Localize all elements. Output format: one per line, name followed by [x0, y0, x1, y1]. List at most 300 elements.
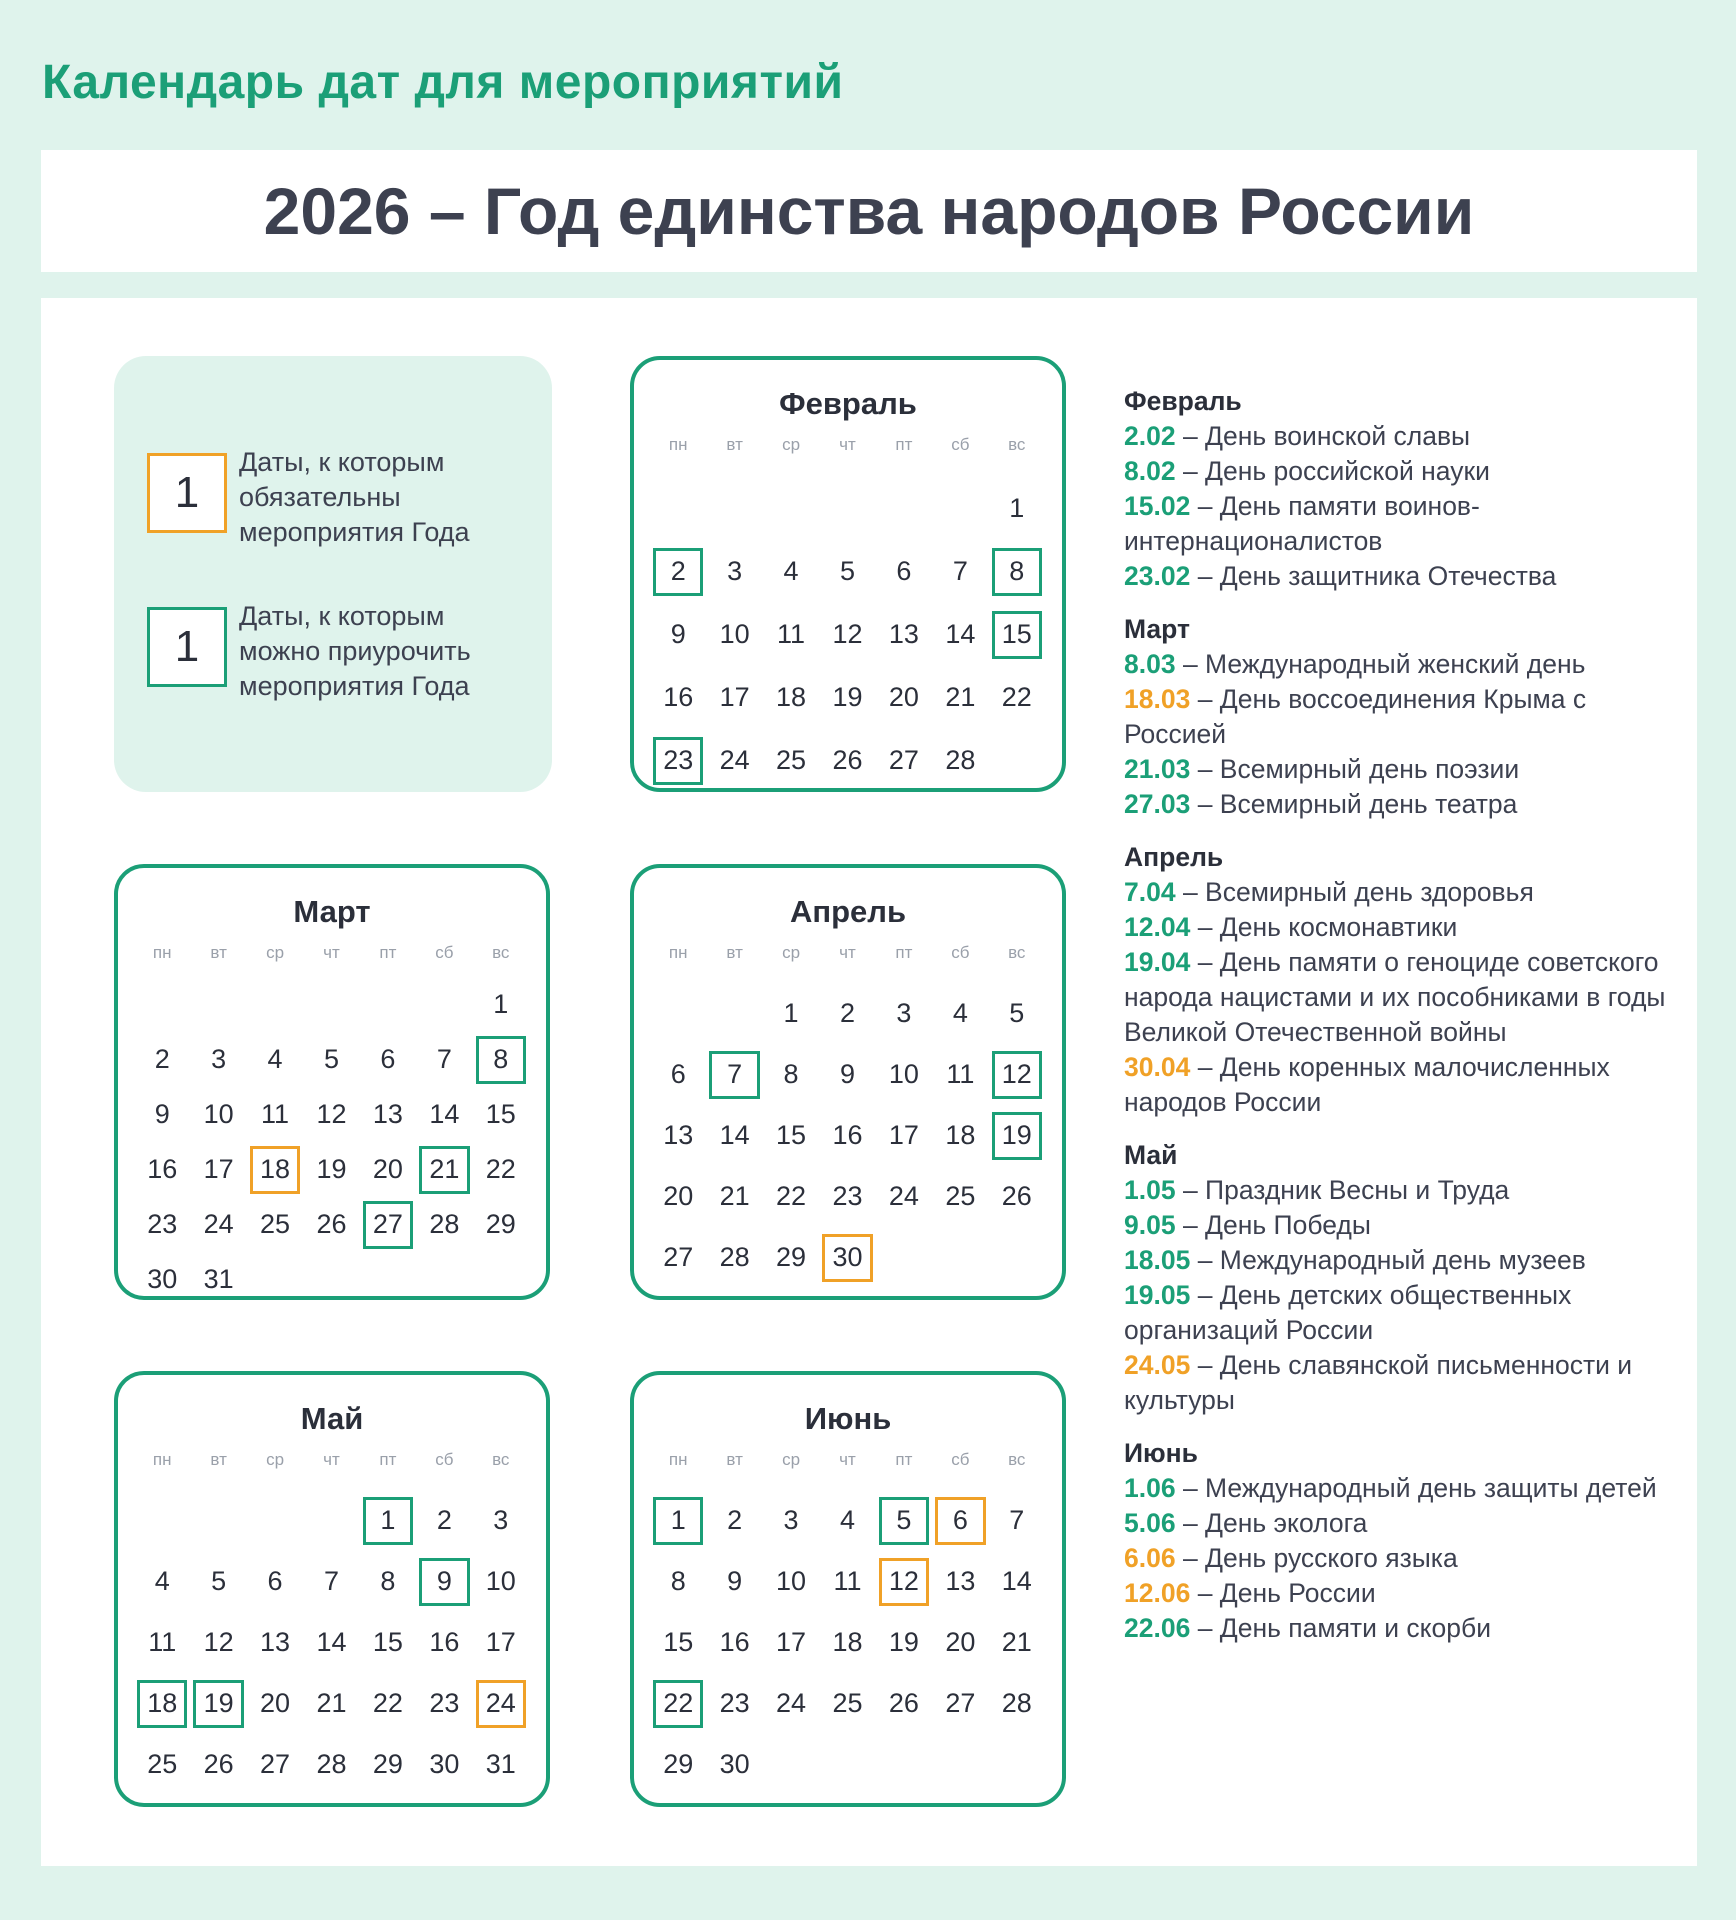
- weekday-label: пт: [895, 435, 913, 454]
- event-date: 18.05: [1124, 1245, 1191, 1275]
- weekday-label: вт: [726, 435, 743, 454]
- event-description: – День российской науки: [1175, 456, 1490, 486]
- events-list: [1124, 384, 1684, 1646]
- event-item: [1124, 682, 1684, 752]
- day-cell: 18: [832, 1627, 863, 1657]
- day-cell: 22: [372, 1688, 403, 1718]
- event-description: – День эколога: [1175, 1508, 1368, 1538]
- day-cell: 22: [776, 1181, 807, 1211]
- day-cell: 8: [670, 1566, 686, 1596]
- legend-optional: [147, 601, 509, 704]
- day-cell: 5: [839, 556, 855, 586]
- day-cell: 29: [776, 1242, 807, 1272]
- day-cell: 26: [203, 1749, 234, 1779]
- day-cell: 18: [776, 682, 807, 712]
- event-month-heading: Март: [1124, 614, 1190, 644]
- event-date: 21.03: [1124, 754, 1191, 784]
- day-cell: 28: [429, 1209, 460, 1239]
- day-cell: 31: [485, 1749, 516, 1779]
- event-date: 22.06: [1124, 1613, 1191, 1643]
- day-cell: 30: [429, 1749, 460, 1779]
- day-cell: 19: [316, 1154, 347, 1184]
- day-cell: 13: [663, 1120, 694, 1150]
- event-description: – День коренных малочисленных народов России: [1124, 1052, 1610, 1117]
- day-cell: 6: [267, 1566, 283, 1596]
- day-cell: 26: [1001, 1181, 1032, 1211]
- event-item: [1124, 1278, 1684, 1348]
- weekday-label: вт: [210, 1450, 227, 1469]
- day-cell: 15: [776, 1120, 807, 1150]
- weekday-label: вс: [492, 943, 510, 962]
- calendar-grid: [650, 940, 1045, 1288]
- legend-mandatory-text: Даты, к которым обязательны мероприятия Года: [239, 447, 470, 547]
- event-description: – Всемирный день здоровья: [1175, 877, 1534, 907]
- day-cell: 17: [719, 682, 750, 712]
- event-item: [1124, 454, 1684, 489]
- day-cell: 28: [945, 745, 976, 775]
- event-date: 7.04: [1124, 877, 1176, 907]
- day-cell: 19: [888, 1627, 919, 1657]
- day-cell: 16: [719, 1627, 750, 1657]
- event-item: [1124, 1471, 1684, 1506]
- day-cell: 27: [360, 1197, 416, 1252]
- empty-cell: [932, 477, 988, 540]
- calendar-april: [630, 864, 1066, 1300]
- weekday-label: сб: [951, 435, 970, 454]
- day-cell: 29: [372, 1749, 403, 1779]
- day-cell: 27: [888, 745, 919, 775]
- day-cell: 10: [776, 1566, 807, 1596]
- empty-cell: [876, 477, 932, 540]
- day-cell: 19: [989, 1105, 1045, 1166]
- day-cell: 21: [1001, 1627, 1032, 1657]
- day-cell: 16: [147, 1154, 178, 1184]
- event-date: 19.04: [1124, 947, 1191, 977]
- day-cell: 12: [203, 1627, 234, 1657]
- day-cell: 7: [436, 1044, 452, 1074]
- weekday-label: пт: [895, 943, 913, 962]
- day-cell: 7: [706, 1044, 762, 1105]
- legend-mandatory: [147, 447, 509, 550]
- year-banner: [41, 150, 1697, 272]
- event-date: 5.06: [1124, 1508, 1176, 1538]
- day-cell: 21: [945, 682, 976, 712]
- weekday-label: вс: [492, 1450, 510, 1469]
- weekday-label: чт: [839, 1450, 856, 1469]
- event-item: [1124, 1208, 1684, 1243]
- day-cell: 5: [211, 1566, 227, 1596]
- empty-cell: [134, 1490, 190, 1551]
- day-cell: 20: [663, 1181, 694, 1211]
- weekday-label: чт: [839, 435, 856, 454]
- event-item: [1124, 945, 1684, 1050]
- event-description: – День воинской славы: [1175, 421, 1471, 451]
- banner-title: 2026 – Год единства народов России: [263, 174, 1475, 248]
- calendar-grid: [134, 940, 529, 1307]
- calendar-month-title: Февраль: [779, 386, 917, 421]
- event-month-heading: Февраль: [1124, 386, 1242, 416]
- day-cell: 2: [839, 998, 855, 1028]
- event-date: 24.05: [1124, 1350, 1191, 1380]
- day-cell: 16: [429, 1627, 460, 1657]
- event-date: 1.06: [1124, 1473, 1176, 1503]
- day-cell: 22: [650, 1673, 706, 1734]
- day-cell: 2: [727, 1505, 743, 1535]
- event-description: – День детских общественных организаций России: [1124, 1280, 1572, 1345]
- weekday-label: вс: [1008, 943, 1026, 962]
- weekday-label: ср: [782, 435, 801, 454]
- day-cell: 27: [260, 1749, 291, 1779]
- day-cell: 29: [485, 1209, 516, 1239]
- day-cell: 17: [776, 1627, 807, 1657]
- calendar-march: [114, 864, 550, 1300]
- day-cell: 26: [888, 1688, 919, 1718]
- day-cell: 22: [485, 1154, 516, 1184]
- day-cell: 9: [154, 1099, 170, 1129]
- weekday-label: вт: [726, 943, 743, 962]
- event-description: – День Победы: [1175, 1210, 1371, 1240]
- weekday-label: вс: [1008, 435, 1026, 454]
- day-cell: 5: [323, 1044, 339, 1074]
- empty-cell: [360, 977, 416, 1032]
- day-cell: 2: [436, 1505, 452, 1535]
- event-date: 6.06: [1124, 1543, 1176, 1573]
- day-cell: 3: [211, 1044, 227, 1074]
- page-title: Календарь дат для мероприятий: [42, 56, 844, 109]
- day-cell: 11: [148, 1627, 177, 1657]
- calendar-month-title: Апрель: [789, 894, 907, 929]
- day-cell: 20: [945, 1627, 976, 1657]
- event-description: – День космонавтики: [1190, 912, 1458, 942]
- calendar-month-title: Май: [300, 1401, 364, 1436]
- day-cell: 17: [888, 1120, 919, 1150]
- event-item: [1124, 559, 1684, 594]
- calendar-grid: [650, 1447, 1045, 1795]
- calendar-grid: [650, 432, 1045, 792]
- empty-cell: [706, 477, 762, 540]
- event-description: – Международный день музеев: [1190, 1245, 1586, 1275]
- event-description: – Всемирный день поэзии: [1190, 754, 1520, 784]
- weekday-label: пн: [152, 943, 172, 962]
- day-cell: 25: [945, 1181, 976, 1211]
- day-cell: 17: [485, 1627, 516, 1657]
- calendar-june: [630, 1371, 1066, 1807]
- day-cell: 29: [663, 1749, 694, 1779]
- day-cell: 10: [719, 619, 750, 649]
- day-cell: 23: [832, 1181, 863, 1211]
- day-cell: 7: [323, 1566, 339, 1596]
- day-cell: 7: [1009, 1505, 1025, 1535]
- event-date: 9.05: [1124, 1210, 1176, 1240]
- day-cell: 2: [650, 540, 706, 603]
- day-cell: 24: [203, 1209, 234, 1239]
- empty-cell: [763, 477, 819, 540]
- legend-optional-swatch: 1: [147, 607, 227, 687]
- day-cell: 12: [989, 1044, 1045, 1105]
- event-month-heading: Июнь: [1124, 1438, 1198, 1468]
- day-cell: 26: [316, 1209, 347, 1239]
- event-description: – День памяти воинов-интернационалистов: [1124, 491, 1480, 556]
- event-item: [1124, 1173, 1684, 1208]
- event-item: [1124, 787, 1684, 822]
- weekday-label: пт: [895, 1450, 913, 1469]
- day-cell: 14: [945, 619, 976, 649]
- legend-mandatory-swatch: 1: [147, 453, 227, 533]
- day-cell: 6: [380, 1044, 396, 1074]
- event-description: – День славянской письменности и культуры: [1124, 1350, 1633, 1415]
- day-cell: 23: [719, 1688, 750, 1718]
- event-date: 30.04: [1124, 1052, 1191, 1082]
- calendar-panel: [41, 298, 1697, 1866]
- day-cell: 25: [260, 1209, 291, 1239]
- day-cell: 20: [888, 682, 919, 712]
- day-cell: 16: [832, 1120, 863, 1150]
- event-description: – Всемирный день театра: [1190, 789, 1518, 819]
- day-cell: 4: [267, 1044, 283, 1074]
- day-cell: 18: [247, 1142, 303, 1197]
- day-cell: 27: [663, 1242, 694, 1272]
- event-date: 12.04: [1124, 912, 1191, 942]
- event-date: 19.05: [1124, 1280, 1191, 1310]
- weekday-label: пн: [152, 1450, 172, 1469]
- day-cell: 5: [876, 1490, 932, 1551]
- day-cell: 1: [650, 1490, 706, 1551]
- weekday-label: ср: [782, 943, 801, 962]
- day-cell: 15: [372, 1627, 403, 1657]
- day-cell: 18: [945, 1120, 976, 1150]
- empty-cell: [303, 1490, 359, 1551]
- weekday-label: ср: [266, 1450, 285, 1469]
- day-cell: 20: [260, 1688, 291, 1718]
- day-cell: 31: [203, 1264, 234, 1294]
- event-month-heading: Май: [1124, 1140, 1178, 1170]
- day-cell: 10: [888, 1059, 919, 1089]
- day-cell: 10: [203, 1099, 234, 1129]
- weekday-label: чт: [839, 943, 856, 962]
- event-item: [1124, 489, 1684, 559]
- weekday-label: пн: [668, 943, 688, 962]
- day-cell: 3: [727, 556, 743, 586]
- day-cell: 4: [783, 556, 799, 586]
- day-cell: 12: [876, 1551, 932, 1612]
- event-description: – Международный день защиты детей: [1175, 1473, 1657, 1503]
- weekday-label: вт: [726, 1450, 743, 1469]
- weekday-label: вс: [1008, 1450, 1026, 1469]
- day-cell: 17: [203, 1154, 234, 1184]
- day-cell: 24: [776, 1688, 807, 1718]
- day-cell: 18: [134, 1673, 190, 1734]
- event-description: – День России: [1190, 1578, 1376, 1608]
- day-cell: 11: [833, 1566, 862, 1596]
- day-cell: 21: [316, 1688, 347, 1718]
- event-item: [1124, 419, 1684, 454]
- day-cell: 6: [896, 556, 912, 586]
- day-cell: 9: [416, 1551, 472, 1612]
- legend-optional-text: Даты, к которым можно приурочить мероприятия Года: [239, 601, 471, 701]
- day-cell: 12: [832, 619, 863, 649]
- day-cell: 23: [650, 729, 706, 792]
- day-cell: 7: [952, 556, 968, 586]
- day-cell: 3: [896, 998, 912, 1028]
- day-cell: 11: [261, 1099, 290, 1129]
- empty-cell: [303, 977, 359, 1032]
- event-date: 27.03: [1124, 789, 1191, 819]
- day-cell: 4: [839, 1505, 855, 1535]
- weekday-label: ср: [266, 943, 285, 962]
- empty-cell: [650, 983, 706, 1044]
- day-cell: 30: [819, 1227, 875, 1288]
- event-description: – День защитника Отечества: [1190, 561, 1557, 591]
- day-cell: 8: [989, 540, 1045, 603]
- calendar-month-title: Июнь: [804, 1401, 892, 1436]
- event-date: 8.02: [1124, 456, 1176, 486]
- event-item: [1124, 1348, 1684, 1418]
- event-date: 1.05: [1124, 1175, 1176, 1205]
- day-cell: 30: [719, 1749, 750, 1779]
- event-item: [1124, 910, 1684, 945]
- weekday-label: сб: [435, 943, 454, 962]
- day-cell: 26: [832, 745, 863, 775]
- day-cell: 30: [147, 1264, 178, 1294]
- event-item: [1124, 1243, 1684, 1278]
- day-cell: 1: [783, 998, 799, 1028]
- event-item: [1124, 647, 1684, 682]
- day-cell: 9: [839, 1059, 855, 1089]
- day-cell: 1: [493, 989, 509, 1019]
- day-cell: 23: [147, 1209, 178, 1239]
- event-description: – День памяти и скорби: [1190, 1613, 1492, 1643]
- day-cell: 6: [670, 1059, 686, 1089]
- day-cell: 27: [945, 1688, 976, 1718]
- day-cell: 24: [719, 745, 750, 775]
- weekday-label: вт: [210, 943, 227, 962]
- day-cell: 13: [945, 1566, 976, 1596]
- empty-cell: [190, 977, 246, 1032]
- day-cell: 15: [989, 603, 1045, 666]
- day-cell: 5: [1009, 998, 1025, 1028]
- event-date: 2.02: [1124, 421, 1176, 451]
- calendar-may: [114, 1371, 550, 1807]
- event-item: [1124, 1541, 1684, 1576]
- calendar-grid: [134, 1447, 529, 1795]
- empty-cell: [134, 977, 190, 1032]
- event-date: 15.02: [1124, 491, 1191, 521]
- event-date: 12.06: [1124, 1578, 1191, 1608]
- day-cell: 28: [719, 1242, 750, 1272]
- event-item: [1124, 752, 1684, 787]
- event-item: [1124, 1506, 1684, 1541]
- calendar-month-title: Март: [293, 894, 371, 929]
- weekday-label: чт: [323, 943, 340, 962]
- day-cell: 2: [154, 1044, 170, 1074]
- day-cell: 14: [316, 1627, 347, 1657]
- day-cell: 21: [719, 1181, 750, 1211]
- empty-cell: [247, 977, 303, 1032]
- day-cell: 15: [485, 1099, 516, 1129]
- day-cell: 4: [154, 1566, 170, 1596]
- day-cell: 20: [372, 1154, 403, 1184]
- weekday-label: пн: [668, 1450, 688, 1469]
- day-cell: 28: [1001, 1688, 1032, 1718]
- weekday-label: сб: [951, 1450, 970, 1469]
- day-cell: 24: [473, 1673, 529, 1734]
- day-cell: 16: [663, 682, 694, 712]
- day-cell: 11: [777, 619, 806, 649]
- event-date: 8.03: [1124, 649, 1176, 679]
- day-cell: 9: [727, 1566, 743, 1596]
- event-item: [1124, 1576, 1684, 1611]
- day-cell: 19: [190, 1673, 246, 1734]
- empty-cell: [247, 1490, 303, 1551]
- day-cell: 6: [932, 1490, 988, 1551]
- day-cell: 13: [888, 619, 919, 649]
- day-cell: 14: [429, 1099, 460, 1129]
- day-cell: 25: [776, 745, 807, 775]
- day-cell: 24: [888, 1181, 919, 1211]
- day-cell: 10: [485, 1566, 516, 1596]
- day-cell: 19: [832, 682, 863, 712]
- day-cell: 14: [719, 1120, 750, 1150]
- event-month-heading: Апрель: [1124, 842, 1224, 872]
- day-cell: 3: [783, 1505, 799, 1535]
- empty-cell: [650, 477, 706, 540]
- weekday-label: пн: [668, 435, 688, 454]
- day-cell: 25: [832, 1688, 863, 1718]
- legend: [114, 356, 552, 792]
- event-item: [1124, 1050, 1684, 1120]
- day-cell: 14: [1001, 1566, 1032, 1596]
- day-cell: 25: [147, 1749, 178, 1779]
- event-item: [1124, 875, 1684, 910]
- weekday-label: чт: [323, 1450, 340, 1469]
- empty-cell: [706, 983, 762, 1044]
- event-date: 18.03: [1124, 684, 1191, 714]
- day-cell: 23: [429, 1688, 460, 1718]
- day-cell: 4: [952, 998, 968, 1028]
- weekday-label: ср: [782, 1450, 801, 1469]
- calendar-february: [630, 356, 1066, 792]
- day-cell: 3: [493, 1505, 509, 1535]
- day-cell: 13: [260, 1627, 291, 1657]
- weekday-label: сб: [435, 1450, 454, 1469]
- day-cell: 15: [663, 1627, 694, 1657]
- day-cell: 11: [946, 1059, 975, 1089]
- event-description: – Международный женский день: [1175, 649, 1586, 679]
- event-item: [1124, 1611, 1684, 1646]
- empty-cell: [819, 477, 875, 540]
- event-description: – День воссоединения Крыма с Россией: [1124, 684, 1587, 749]
- day-cell: 8: [380, 1566, 396, 1596]
- day-cell: 13: [372, 1099, 403, 1129]
- event-description: – День памяти о геноциде советского народа нацистами и их пособниками в годы Великой Отечественной войны: [1124, 947, 1666, 1047]
- day-cell: 1: [1009, 493, 1025, 523]
- day-cell: 22: [1001, 682, 1032, 712]
- empty-cell: [416, 977, 472, 1032]
- day-cell: 8: [473, 1032, 529, 1087]
- weekday-label: пт: [379, 943, 397, 962]
- event-date: 23.02: [1124, 561, 1191, 591]
- event-description: – Праздник Весны и Труда: [1175, 1175, 1510, 1205]
- day-cell: 21: [416, 1142, 472, 1197]
- weekday-label: пт: [379, 1450, 397, 1469]
- day-cell: 9: [670, 619, 686, 649]
- weekday-label: сб: [951, 943, 970, 962]
- day-cell: 12: [316, 1099, 347, 1129]
- day-cell: 28: [316, 1749, 347, 1779]
- empty-cell: [190, 1490, 246, 1551]
- day-cell: 8: [783, 1059, 799, 1089]
- event-description: – День русского языка: [1175, 1543, 1458, 1573]
